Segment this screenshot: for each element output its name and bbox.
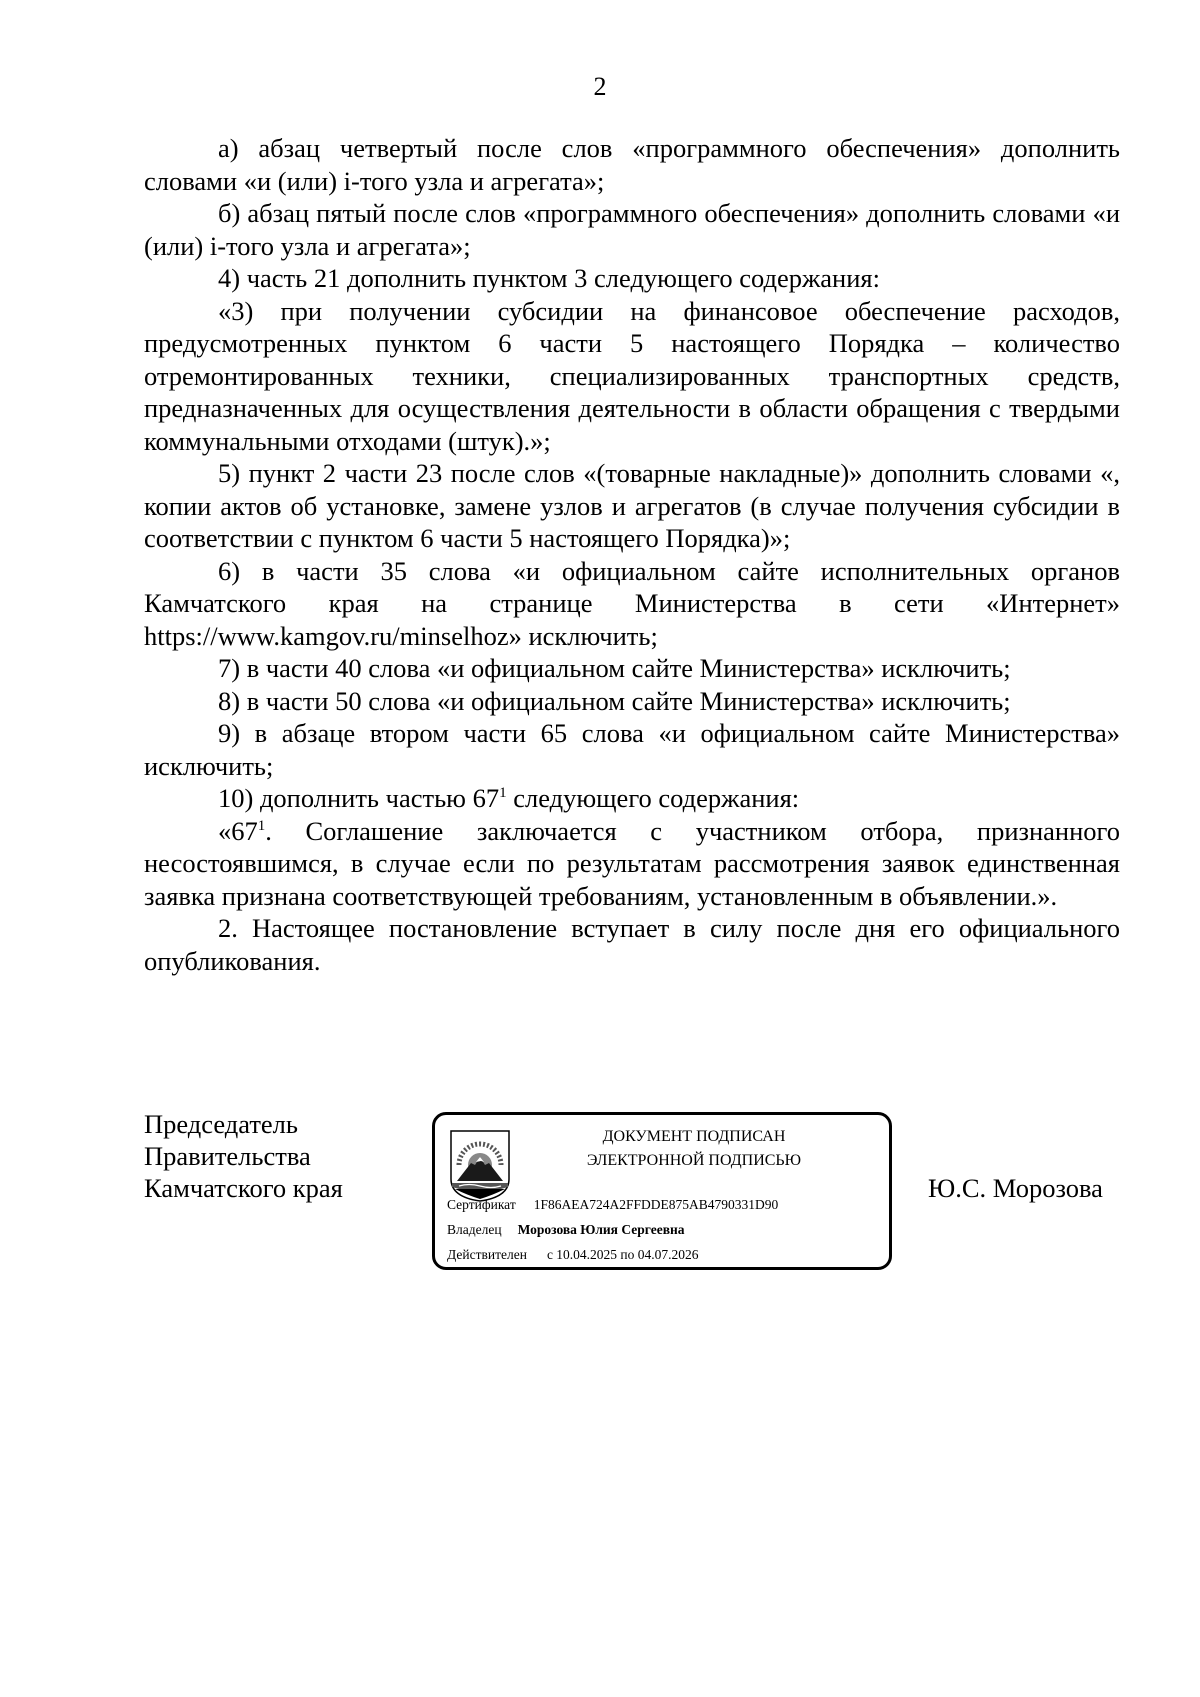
electronic-signature-stamp [432,1112,892,1270]
signer-position [144,1108,343,1204]
paragraph-7: 7) в части 40 слова «и официальном сайте Министерства» исключить; [218,653,1011,683]
paragraph-8: 8) в части 50 слова «и официальном сайте Министерства» исключить; [218,685,1011,716]
stamp-owner-row [447,1222,685,1238]
signer-position-line-1: Председатель [144,1109,298,1139]
paragraph-10-rest: следующего содержания: [506,783,800,813]
paragraph-67-sup: 1 [257,817,266,834]
signer-position-line-3: Камчатского края [144,1173,343,1203]
signer-position-line-2: Правительства [144,1141,311,1171]
paragraph-10 [144,782,1120,815]
paragraph-4-quote: «3) при получении субсидии на финансовое обеспечение расходов, предусмотренных пунктом 6 части 5 настоящего Порядка – количество отремонтированных техники, специализированных транспортных средств, предназначенных для осуществления деятельности в области обращения с твердыми коммунальными отходами (штук).»; [144,295,1120,456]
paragraph-10-text: 10) дополнить частью 67 [218,783,500,813]
stamp-owner-label: Владелец [447,1222,502,1237]
signer-name: Ю.С. Морозова [928,1173,1103,1203]
stamp-title-line-1: ДОКУМЕНТ ПОДПИСАН [602,1128,786,1145]
kamchatka-emblem-icon [449,1129,511,1203]
document-body [144,132,1120,977]
paragraph-9: 9) в абзаце втором части 65 слова «и официальном сайте Министерства» исключить; [144,718,1120,781]
stamp-validity-value: с 10.04.2025 по 04.07.2026 [546,1247,699,1262]
paragraph-67-rest: . Соглашение заключается с участником отбора, признанного несостоявшимся, в случае если по результатам рассмотрения заявок единственная заявка признана соответствующей требованиям, установленным в объявлении.». [144,815,1120,911]
paragraph-a: а) абзац четвертый после слов «программного обеспечения» дополнить словами «и (или) i-того узла и агрегата»; [144,133,1120,196]
page-number: 2 [593,72,607,101]
stamp-certificate-value: 1F86AEA724A2FFDDE875AB4790331D90 [533,1197,779,1212]
stamp-validity-label: Действителен [447,1247,527,1262]
paragraph-4: 4) часть 21 дополнить пунктом 3 следующего содержания: [218,263,880,293]
paragraph-67-quote [144,815,1120,913]
stamp-certificate-row [447,1197,778,1213]
stamp-certificate-label: Сертификат [447,1197,516,1212]
paragraph-5: 5) пункт 2 части 23 после слов «(товарные накладные)» дополнить словами «, копии актов об установке, замене узлов и агрегатов (в случае получения субсидии в соответствии с пунктом 6 части 5 настоящего Порядка)»; [144,458,1120,553]
paragraph-67-text: «67 [218,815,258,846]
paragraph-b: б) абзац пятый после слов «программного обеспечения» дополнить словами «и (или) i-того узла и агрегата»; [144,198,1120,261]
stamp-owner-value: Морозова Юлия Сергеевна [517,1222,685,1237]
paragraph-6: 6) в части 35 слова «и официальном сайте исполнительных органов Камчатского края на странице Министерства в сети «Интернет» https://www.kamgov.ru/minselhoz» исключить; [144,555,1120,651]
stamp-validity-row [447,1247,699,1263]
paragraph-section-2: 2. Настоящее постановление вступает в силу после дня его официального опубликования. [144,913,1120,976]
stamp-title-line-2: ЭЛЕКТРОННОЙ ПОДПИСЬЮ [586,1152,802,1169]
paragraph-10-sup: 1 [499,785,507,801]
